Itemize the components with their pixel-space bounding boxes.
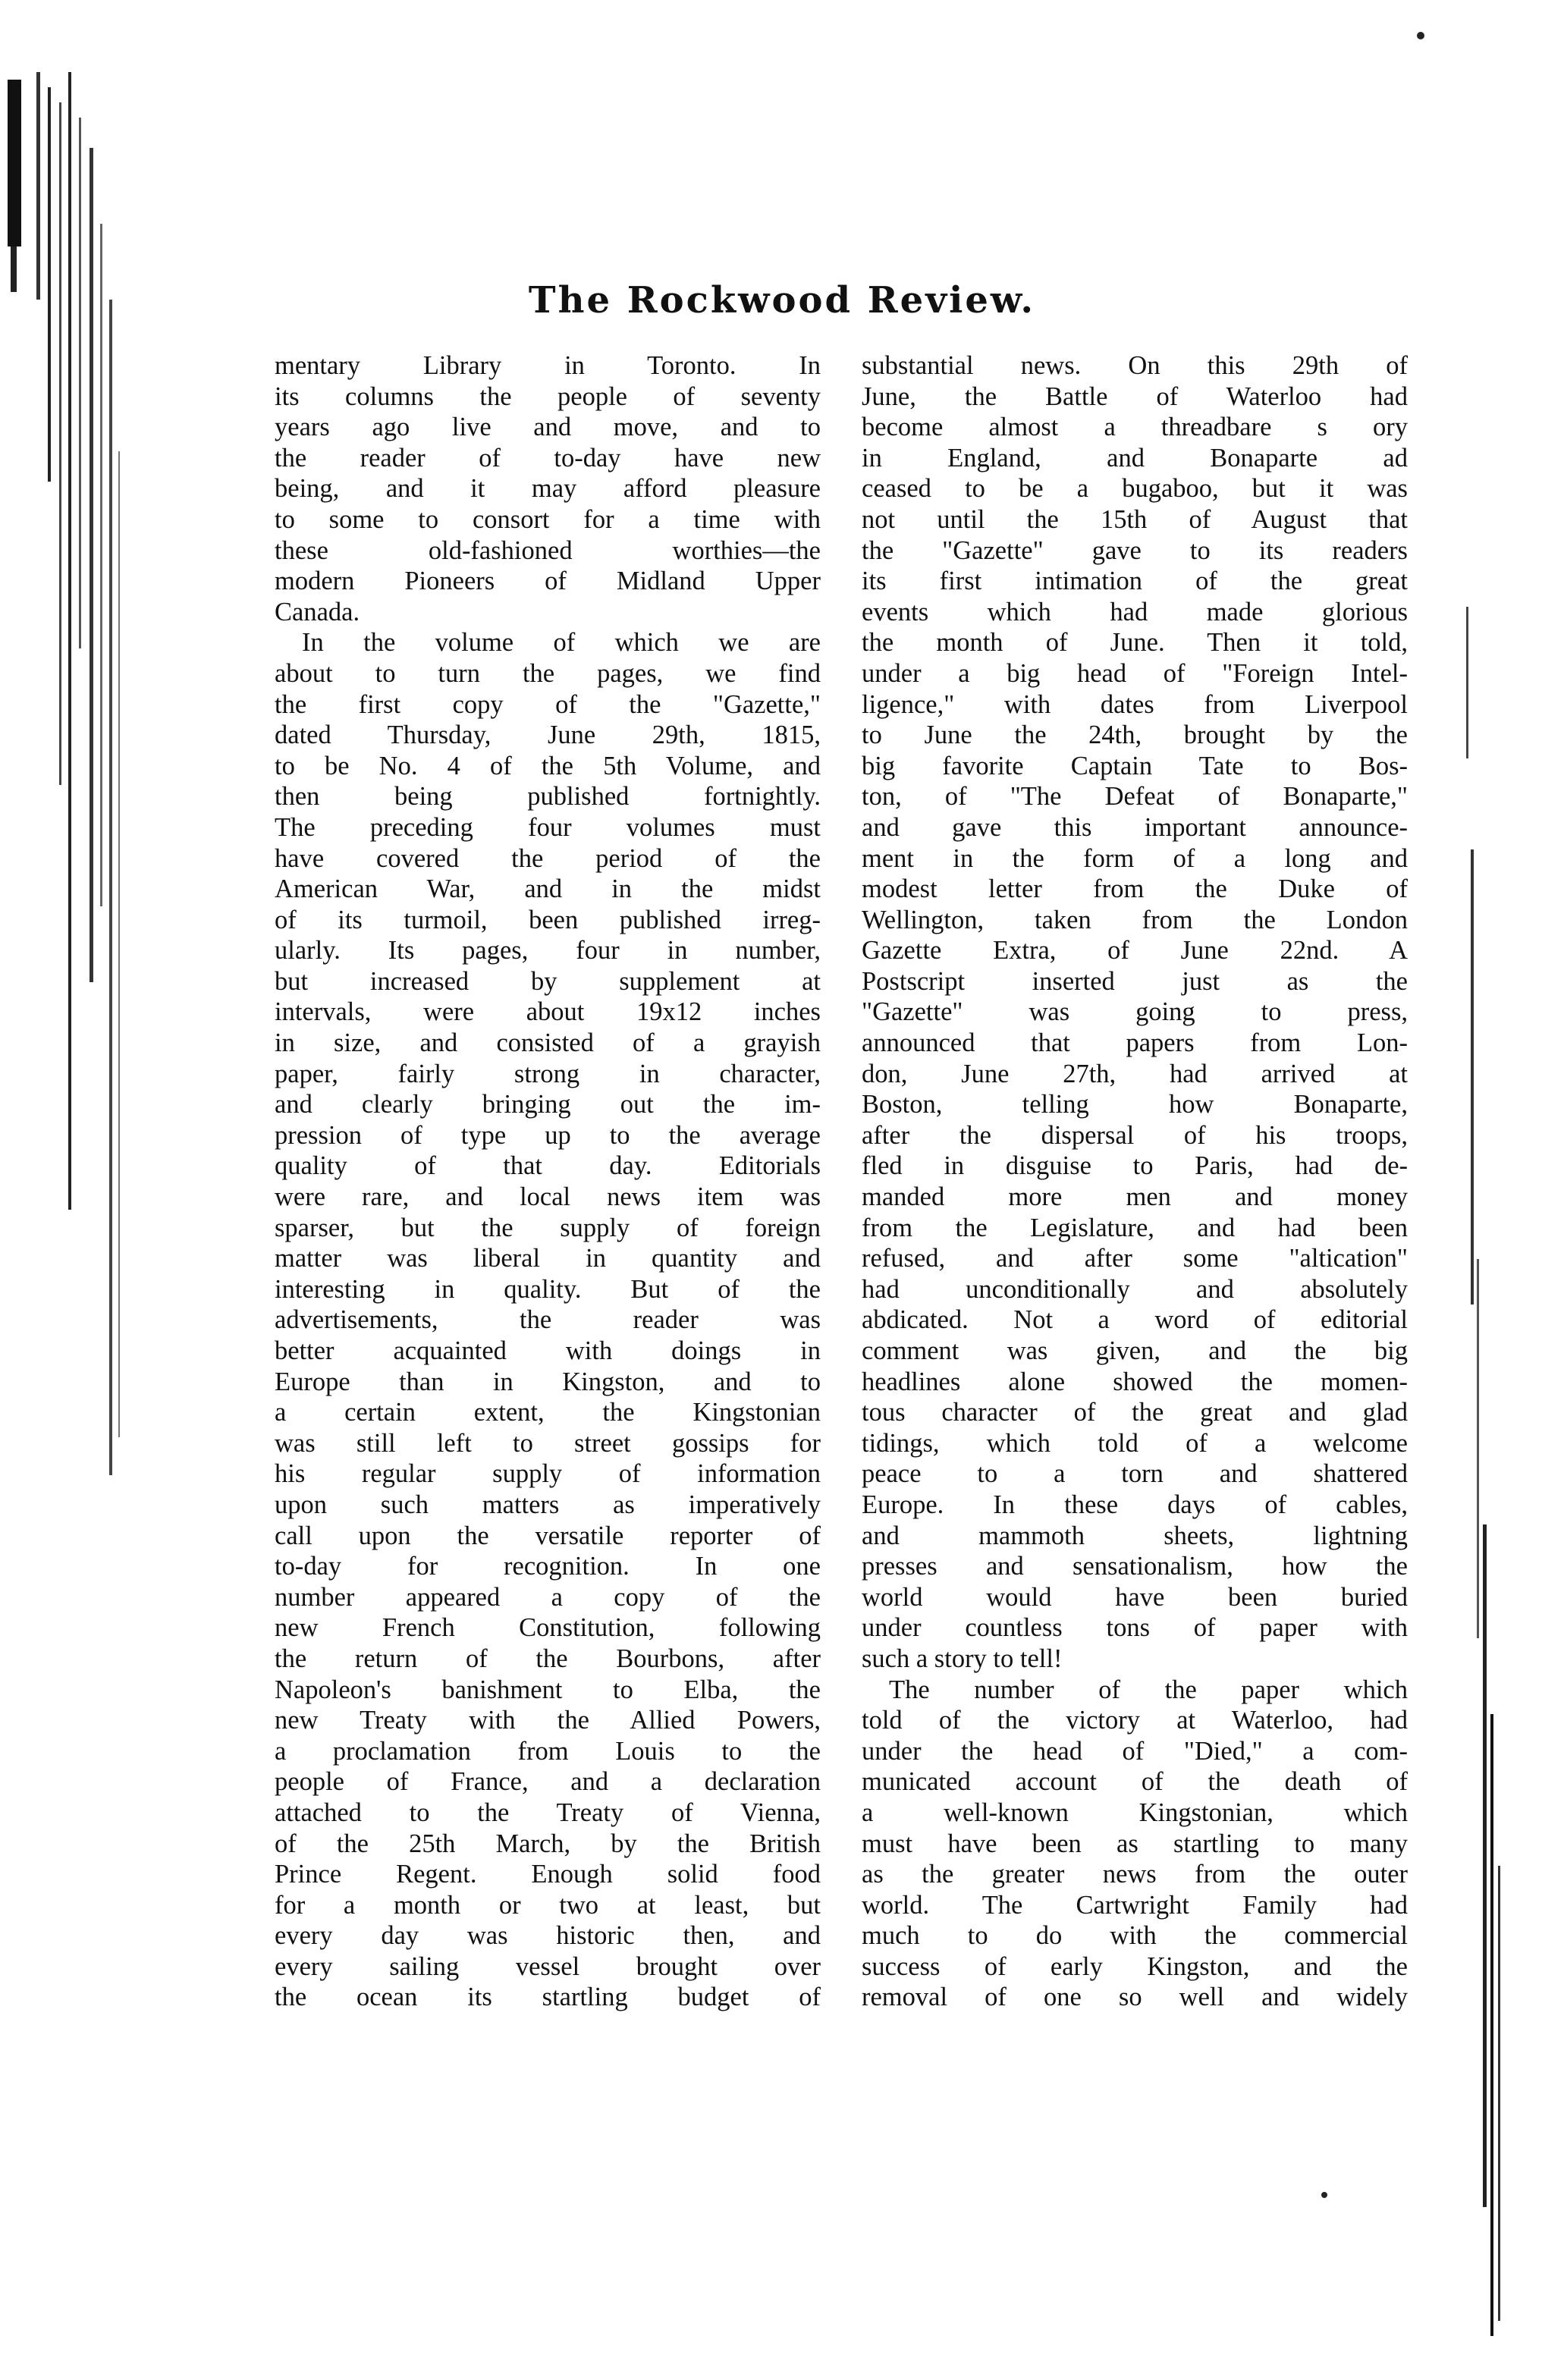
text-line: substantial news. On this 29th of [862, 351, 1408, 380]
page-title: The Rockwood Review. [528, 279, 1036, 322]
text-line: sparser, but the supply of foreign [275, 1213, 821, 1242]
text-line: for a month or two at least, but [275, 1890, 821, 1920]
text-line: and gave this important announce- [862, 812, 1408, 842]
text-line: every day was historic then, and [275, 1921, 821, 1951]
text-line: of its turmoil, been published irreg- [275, 905, 821, 934]
text-line: abdicated. Not a word of editorial [862, 1305, 1408, 1335]
text-line: big favorite Captain Tate to Bos- [862, 751, 1408, 780]
text-line: Boston, telling how Bonaparte, [862, 1090, 1408, 1119]
text-line: The number of the paper which [889, 1675, 1408, 1704]
text-line: its first intimation of the great [862, 567, 1408, 596]
text-line: as the greater news from the outer [862, 1860, 1408, 1889]
text-line: interesting in quality. But of the [275, 1274, 821, 1304]
text-line: In the volume of which we are [302, 628, 821, 658]
text-line: ularly. Its pages, four in number, [275, 936, 821, 966]
text-line: number appeared a copy of the [275, 1582, 821, 1612]
text-line: modern Pioneers of Midland Upper [275, 567, 821, 596]
text-line: every sailing vessel brought over [275, 1951, 821, 1981]
text-line: Napoleon's banishment to Elba, the [275, 1675, 821, 1704]
text-line: become almost a threadbare s ory [862, 413, 1408, 442]
text-line: mentary Library in Toronto. In [275, 351, 821, 380]
text-line: advertisements, the reader was [275, 1305, 821, 1335]
text-line: a well-known Kingstonian, which [862, 1798, 1408, 1827]
text-line: fled in disguise to Paris, had de- [862, 1151, 1408, 1181]
text-line: and mammoth sheets, lightning [862, 1521, 1408, 1550]
text-line: from the Legislature, and had been [862, 1213, 1408, 1242]
text-line: June, the Battle of Waterloo had [862, 381, 1408, 411]
text-line: ment in the form of a long and [862, 843, 1408, 873]
text-line: the "Gazette" gave to its readers [862, 535, 1408, 565]
text-line: under the head of "Died," a com- [862, 1736, 1408, 1766]
text-line: but increased by supplement at [275, 966, 821, 996]
text-line: the ocean its startling budget of [275, 1983, 821, 2012]
text-line: under countless tons of paper with [862, 1613, 1408, 1643]
text-line: world would have been buried [862, 1582, 1408, 1612]
text-line: being, and it may afford pleasure [275, 474, 821, 504]
text-line: ton, of "The Defeat of Bonaparte," [862, 782, 1408, 812]
text-line: under a big head of "Foreign Intel- [862, 658, 1408, 688]
text-line: comment was given, and the big [862, 1336, 1408, 1365]
text-line: a proclamation from Louis to the [275, 1736, 821, 1766]
text-line: ceased to be a bugaboo, but it was [862, 474, 1408, 504]
text-line: quality of that day. Editorials [275, 1151, 821, 1181]
text-line: the reader of to-day have new [275, 443, 821, 473]
text-line: modest letter from the Duke of [862, 874, 1408, 904]
text-line: to some to consort for a time with [275, 504, 821, 534]
text-line: in England, and Bonaparte ad [862, 443, 1408, 473]
text-line: pression of type up to the average [275, 1120, 821, 1150]
text-line: attached to the Treaty of Vienna, [275, 1798, 821, 1827]
text-line: then being published fortnightly. [275, 782, 821, 812]
text-line: told of the victory at Waterloo, had [862, 1706, 1408, 1735]
text-line: matter was liberal in quantity and [275, 1244, 821, 1273]
text-line: these old-fashioned worthies—the [275, 535, 821, 565]
text-line: call upon the versatile reporter of [275, 1521, 821, 1550]
right-text-column [862, 350, 1408, 2013]
text-line: don, June 27th, had arrived at [862, 1059, 1408, 1088]
text-line: a certain extent, the Kingstonian [275, 1398, 821, 1427]
text-line: announced that papers from Lon- [862, 1028, 1408, 1058]
text-line: events which had made glorious [862, 597, 1408, 626]
text-line: Gazette Extra, of June 22nd. A [862, 936, 1408, 966]
text-line: Postscript inserted just as the [862, 966, 1408, 996]
text-line: refused, and after some "altication" [862, 1244, 1408, 1273]
text-line: have covered the period of the [275, 843, 821, 873]
text-line: Prince Regent. Enough solid food [275, 1860, 821, 1889]
text-line: was still left to street gossips for [275, 1428, 821, 1458]
scan-edge-right-artifact [1460, 576, 1506, 2336]
text-line: the first copy of the "Gazette," [275, 689, 821, 719]
text-line: of the 25th March, by the British [275, 1829, 821, 1858]
text-line: to June the 24th, brought by the [862, 721, 1408, 750]
text-line: better acquainted with doings in [275, 1336, 821, 1365]
text-line: about to turn the pages, we find [275, 658, 821, 688]
text-line: headlines alone showed the momen- [862, 1367, 1408, 1396]
text-line: success of early Kingston, and the [862, 1951, 1408, 1981]
text-line: its columns the people of seventy [275, 381, 821, 411]
text-line: the month of June. Then it told, [862, 628, 1408, 658]
text-line: Wellington, taken from the London [862, 905, 1408, 934]
text-line: had unconditionally and absolutely [862, 1274, 1408, 1304]
text-line: in size, and consisted of a grayish [275, 1028, 821, 1058]
text-line: were rare, and local news item was [275, 1182, 821, 1212]
text-line: removal of one so well and widely [862, 1983, 1408, 2012]
text-line: ligence," with dates from Liverpool [862, 689, 1408, 719]
text-line: American War, and in the midst [275, 874, 821, 904]
left-text-column [275, 350, 821, 2013]
text-line: world. The Cartwright Family had [862, 1890, 1408, 1920]
text-line: paper, fairly strong in character, [275, 1059, 821, 1088]
text-line: tous character of the great and glad [862, 1398, 1408, 1427]
text-line: new Treaty with the Allied Powers, [275, 1706, 821, 1735]
text-line: new French Constitution, following [275, 1613, 821, 1643]
text-line: much to do with the commercial [862, 1921, 1408, 1951]
text-line: people of France, and a declaration [275, 1767, 821, 1797]
text-line: to be No. 4 of the 5th Volume, and [275, 751, 821, 780]
scan-speck [1417, 32, 1424, 39]
text-line: dated Thursday, June 29th, 1815, [275, 721, 821, 750]
text-line: The preceding four volumes must [275, 812, 821, 842]
text-line: years ago live and move, and to [275, 413, 821, 442]
text-line: presses and sensationalism, how the [862, 1552, 1408, 1581]
text-line: upon such matters as imperatively [275, 1490, 821, 1519]
text-line: to-day for recognition. In one [275, 1552, 821, 1581]
text-line: Europe than in Kingston, and to [275, 1367, 821, 1396]
text-line: intervals, were about 19x12 inches [275, 997, 821, 1027]
text-line: the return of the Bourbons, after [275, 1644, 821, 1673]
text-line: "Gazette" was going to press, [862, 997, 1408, 1027]
text-line: manded more men and money [862, 1182, 1408, 1212]
text-line: tidings, which told of a welcome [862, 1428, 1408, 1458]
text-line: peace to a torn and shattered [862, 1459, 1408, 1489]
text-line: municated account of the death of [862, 1767, 1408, 1797]
scan-speck [1321, 2192, 1327, 2198]
text-line: Europe. In these days of cables, [862, 1490, 1408, 1519]
text-line: not until the 15th of August that [862, 504, 1408, 534]
text-line: his regular supply of information [275, 1459, 821, 1489]
text-line: after the dispersal of his troops, [862, 1120, 1408, 1150]
text-line: and clearly bringing out the im- [275, 1090, 821, 1119]
text-line: such a story to tell! [862, 1644, 1063, 1673]
text-line: must have been as startling to many [862, 1829, 1408, 1858]
text-line: Canada. [275, 597, 360, 626]
